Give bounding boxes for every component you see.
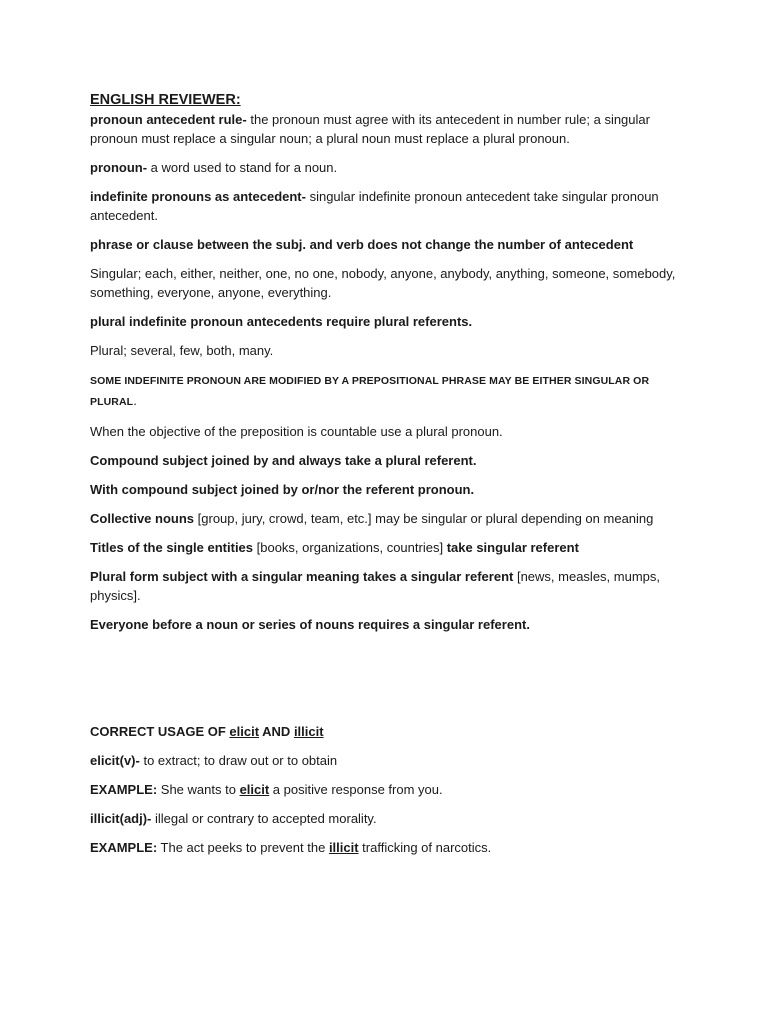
definition-text: a word used to stand for a noun.	[147, 160, 338, 175]
rule-paragraph	[90, 509, 680, 528]
definition-text: to extract; to draw out or to obtain	[139, 753, 338, 768]
rule-term-2: take singular referent	[446, 540, 579, 555]
rule-term: indefinite pronouns as antecedent-	[90, 189, 306, 204]
example-text: The act peeks to prevent the	[157, 840, 329, 855]
usage-heading	[90, 722, 680, 741]
rule-text: [news, measles, mumps, physics].	[90, 569, 660, 603]
document-body	[90, 90, 680, 867]
rule-paragraph: phrase or clause between the subj. and verb does not change the number of antecedent	[90, 237, 634, 252]
rule-text: [group, jury, crowd, team, etc.] may be singular or plural depending on meaning	[194, 511, 654, 526]
rule-paragraph: Compound subject joined by and always take a plural referent.	[90, 453, 477, 468]
definition-term: illicit(adj)-	[90, 811, 152, 826]
rule-text: singular indefinite pronoun antecedent take singular pronoun antecedent.	[90, 189, 659, 223]
section-spacer	[90, 644, 680, 722]
usage-heading-text: CORRECT USAGE OF	[90, 724, 230, 739]
example-keyword: elicit	[239, 782, 270, 797]
rule-term: Titles of the single entities	[90, 540, 254, 555]
example-paragraph	[90, 838, 680, 857]
rule-term: pronoun antecedent rule-	[90, 112, 247, 127]
example-text: a positive response from you.	[269, 782, 443, 797]
rule-text: [books, organizations, countries]	[253, 540, 447, 555]
rule-caps-text: SOME INDEFINITE PRONOUN ARE MODIFIED BY A PREPOSITIONAL PHRASE MAY BE EITHER SINGULAR OR PLURAL	[90, 375, 650, 408]
rule-paragraph: Everyone before a noun or series of nouns requires a singular referent.	[90, 617, 530, 632]
list-paragraph: Singular; each, either, neither, one, no one, nobody, anyone, anybody, anything, someone, somebody, something, everyone, anyone, everything.	[90, 266, 676, 300]
rule-paragraph	[90, 110, 680, 148]
note-paragraph: When the objective of the preposition is countable use a plural pronoun.	[90, 424, 503, 439]
rule-term: Collective nouns	[90, 511, 195, 526]
example-text: She wants to	[157, 782, 240, 797]
example-label: EXAMPLE:	[90, 782, 158, 797]
rule-paragraph	[90, 370, 680, 412]
example-keyword: illicit	[328, 840, 359, 855]
rule-paragraph	[90, 567, 680, 605]
rule-text: the pronoun must agree with its antecedent in number rule; a singular pronoun must replace a singular noun; a plural noun must replace a plural pronoun.	[90, 112, 650, 146]
rule-paragraph: plural indefinite pronoun antecedents require plural referents.	[90, 314, 473, 329]
definition-term: elicit(v)-	[90, 753, 140, 768]
rule-caps-end: .	[133, 393, 137, 408]
usage-heading-and: AND	[259, 724, 294, 739]
page-title: ENGLISH REVIEWER:	[90, 92, 241, 108]
definition-term: pronoun-	[90, 160, 148, 175]
rule-paragraph	[90, 538, 680, 557]
definition-text: illegal or contrary to accepted morality.	[151, 811, 377, 826]
usage-word-elicit: elicit	[229, 724, 260, 739]
rule-paragraph: With compound subject joined by or/nor the referent pronoun.	[90, 482, 475, 497]
example-paragraph	[90, 780, 680, 799]
definition-paragraph	[90, 751, 680, 770]
rule-term: Plural form subject with a singular meaning takes a singular referent	[90, 569, 514, 584]
rule-paragraph	[90, 187, 680, 225]
definition-paragraph	[90, 809, 680, 828]
definition-paragraph	[90, 158, 680, 177]
usage-word-illicit: illicit	[293, 724, 324, 739]
example-label: EXAMPLE:	[90, 840, 158, 855]
example-text: trafficking of narcotics.	[358, 840, 492, 855]
list-paragraph: Plural; several, few, both, many.	[90, 343, 274, 358]
